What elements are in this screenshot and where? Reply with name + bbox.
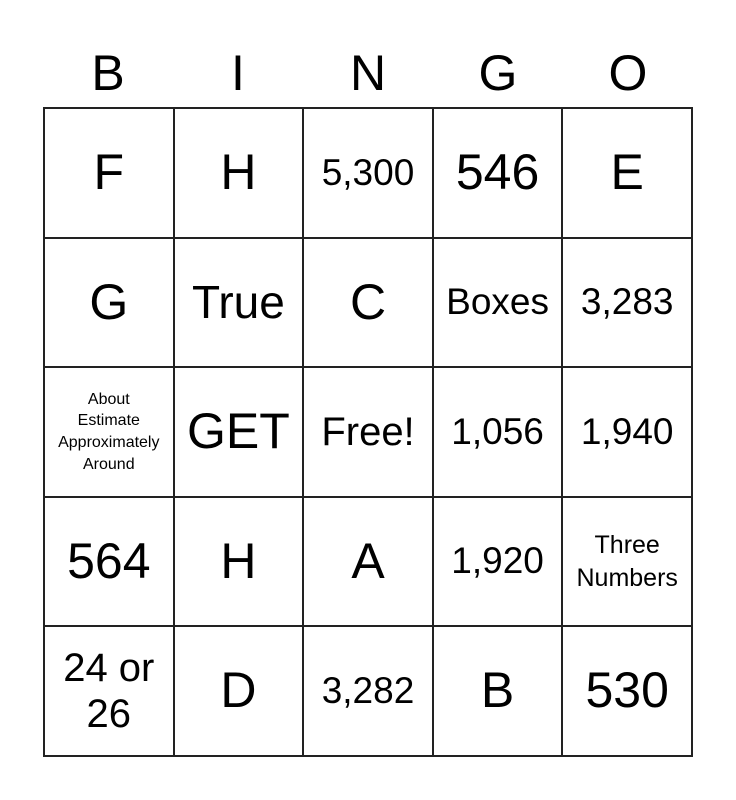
bingo-cell: 3,282	[303, 626, 433, 756]
bingo-cell: 1,940	[562, 367, 692, 497]
bingo-cell: C	[303, 238, 433, 368]
bingo-cell: H	[174, 108, 304, 238]
bingo-cell: 3,283	[562, 238, 692, 368]
bingo-cell: H	[174, 497, 304, 627]
bingo-cell: 546	[433, 108, 563, 238]
bingo-cell: E	[562, 108, 692, 238]
bingo-cell: True	[174, 238, 304, 368]
header-letter-i: I	[231, 45, 245, 101]
bingo-cell: 5,300	[303, 108, 433, 238]
bingo-header	[43, 40, 693, 106]
bingo-cell: 1,056	[433, 367, 563, 497]
bingo-card-grid	[43, 107, 693, 757]
bingo-cell: B	[433, 626, 563, 756]
bingo-cell: GET	[174, 367, 304, 497]
header-letter-o: O	[608, 45, 648, 101]
header-letter-g: G	[478, 45, 518, 101]
bingo-cell: About Estimate Approximately Around	[44, 367, 174, 497]
bingo-cell: 530	[562, 626, 692, 756]
free-space-cell: Free!	[303, 367, 433, 497]
bingo-cell: D	[174, 626, 304, 756]
bingo-cell: 24 or 26	[44, 626, 174, 756]
bingo-cell: 564	[44, 497, 174, 627]
bingo-cell: 1,920	[433, 497, 563, 627]
bingo-cell: Three Numbers	[562, 497, 692, 627]
bingo-cell: G	[44, 238, 174, 368]
bingo-cell: A	[303, 497, 433, 627]
header-letter-n: N	[349, 45, 387, 101]
bingo-cell: Boxes	[433, 238, 563, 368]
bingo-cell: F	[44, 108, 174, 238]
header-letter-b: B	[91, 45, 125, 101]
